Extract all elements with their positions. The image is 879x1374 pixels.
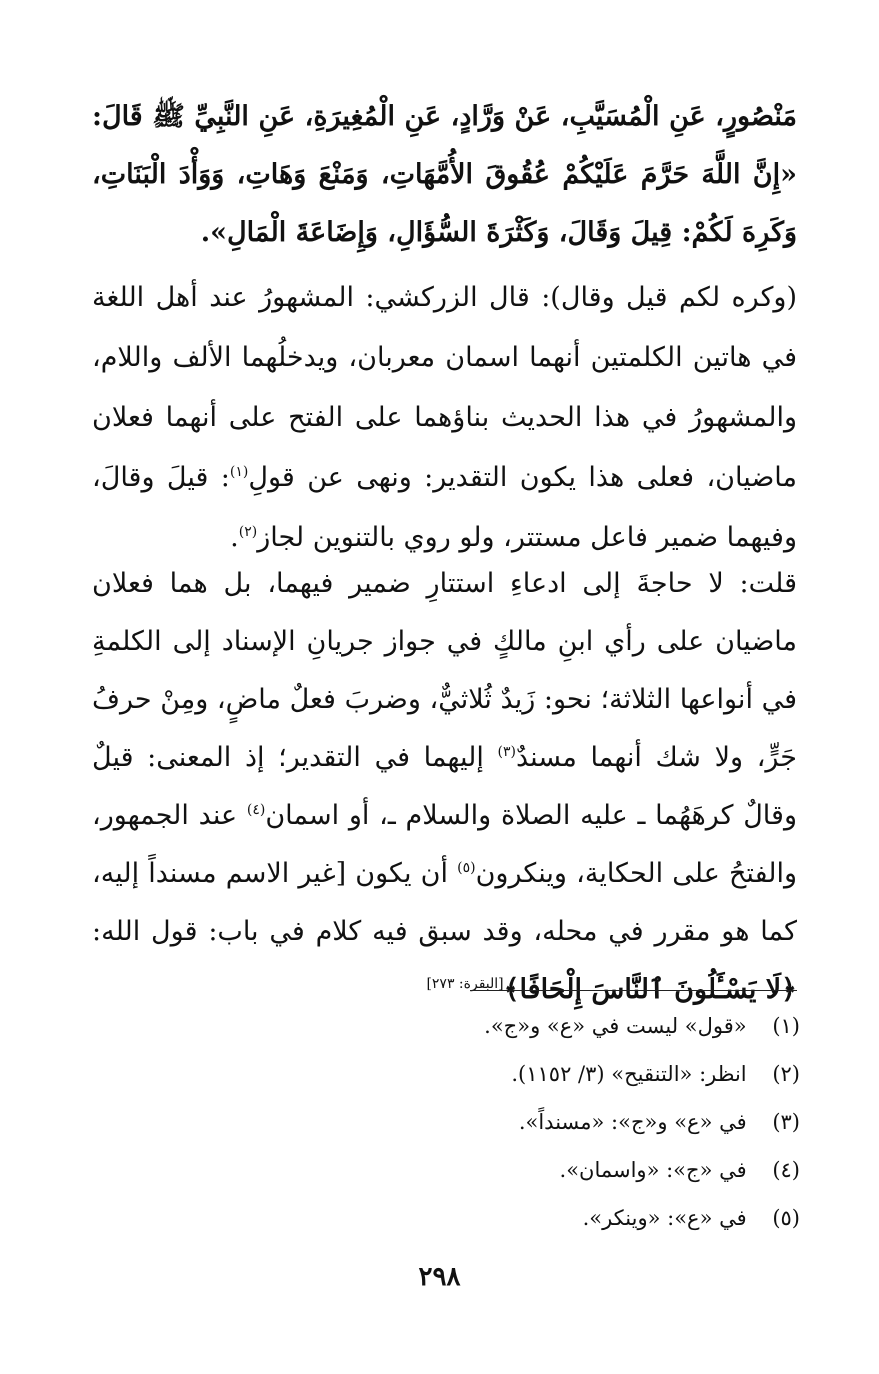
page-number: ٢٩٨ (418, 1262, 461, 1292)
footnote-ref-2[interactable]: (٢) (238, 524, 258, 540)
footnote-divider (470, 990, 797, 991)
paragraph-2-text-c: عند الجمهور، والفتحُ على الحكاية، وينكرون (92, 800, 797, 889)
paragraph-2-text-d: أن يكون [غير الاسم مسنداً إليه، كما هو مقرر في محله، وقد سبق فيه كلام في باب: قول الله: (92, 858, 797, 947)
footnote-ref-3[interactable]: (٣) (497, 744, 516, 760)
footnote-ref-4[interactable]: (٤) (246, 802, 266, 818)
footnote-text: في «ع»: «وينكر». (582, 1206, 747, 1230)
footnote-number: (٥) (772, 1206, 800, 1230)
paragraph-1-text-a: (وكره لكم قيل وقال): قال الزركشي: المشهورُ عند أهل اللغة في هاتين الكلمتين أنهما اسمان معربان، ويدخلُهما الألف واللام، والمشهورُ في هذا الحديث بناؤهما على الفتح على أنهما فعلان ماضيان، فعلى هذا يكون التقدير: ونهى عن قولِ (92, 282, 797, 493)
footnote-ref-5[interactable]: (٥) (457, 860, 476, 876)
footnote-item (300, 1146, 800, 1194)
footnote-number: (٣) (772, 1110, 800, 1134)
footnote-number: (٤) (772, 1158, 800, 1182)
footnote-item (300, 1050, 800, 1098)
footnote-number: (٢) (772, 1062, 800, 1086)
footnote-text: في «ج»: «واسمان». (559, 1158, 747, 1182)
footnote-text: في «ع» و«ج»: «مسنداً». (518, 1110, 747, 1134)
hadith-body: مَنْصُورٍ، عَنِ الْمُسَيَّبِ، عَنْ وَرَّادٍ، عَنِ الْمُغِيرَةِ، عَنِ النَّبِيِّ ﷺ قَالَ: «إِنَّ اللَّهَ حَرَّمَ عَلَيْكُمْ عُقُوقَ الأُمَّهَاتِ، وَمَنْعَ وَهَاتِ، وَوَأْدَ الْبَنَاتِ، وَكَرِهَ لَكُمْ: قِيلَ وَقَالَ، وَكَثْرَةَ السُّؤَالِ، وَإِضَاعَةَ الْمَالِ». (92, 101, 797, 248)
paragraph-2-text-b: إليهما في التقدير؛ إذ المعنى: قيلٌ وقالٌ كرهَهُما ـ عليه الصلاة والسلام ـ، أو اسمان (92, 742, 797, 831)
paragraph-2-text-a: قلت: لا حاجةَ إلى ادعاءِ استتارِ ضمير فيهما، بل هما فعلان ماضيان على رأي ابنِ مالكٍ في جواز جريانِ الإسناد إلى الكلمةِ في أنواعها الثلاثة؛ نحو: زَيدٌ ثُلاثيٌّ، وضربَ فعلٌ ماضٍ، ومِنْ حرفُ جَرٍّ، ولا شك أنهما مسندٌ (92, 568, 797, 773)
footnote-ref-1[interactable]: (١) (229, 464, 249, 480)
footnote-item (300, 1098, 800, 1146)
footnote-text: «قول» ليست في «ع» و«ج». (484, 1014, 747, 1038)
footnote-text: انظر: «التنقيح» (٣/ ١١٥٢). (511, 1062, 747, 1086)
footnote-item (300, 1002, 800, 1050)
quran-reference: [البقرة: ٢٧٣] (426, 976, 504, 992)
footnote-number: (١) (772, 1014, 800, 1038)
footnotes-list (300, 1002, 800, 1242)
paragraph-1-text-c: . (230, 522, 239, 553)
hadith-text (92, 88, 797, 262)
commentary-paragraph-2 (92, 555, 797, 1019)
paragraph-1-text-b: : قيلَ وقالَ، وفيهما ضمير فاعل مستتر، ولو روي بالتنوين لجاز (92, 462, 797, 553)
commentary-paragraph-1 (92, 268, 797, 568)
quran-verse: ﴿لَا يَسْـَٔلُونَ ٱلنَّاسَ إِلْحَافًا﴾ (503, 974, 797, 1005)
footnote-item (300, 1194, 800, 1242)
